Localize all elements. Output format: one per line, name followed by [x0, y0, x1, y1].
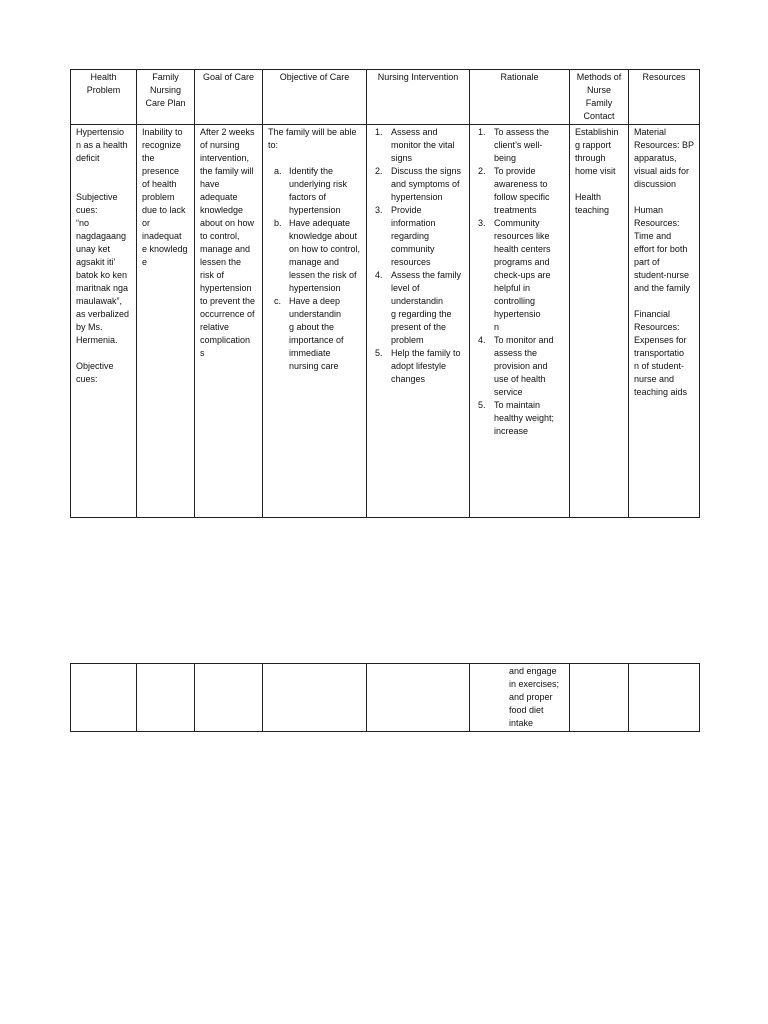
list-item: 4. To monitor and assess the provision and use of health service — [478, 335, 554, 397]
empty-cell — [367, 664, 470, 732]
financial-resources: Financial Resources: Expenses for transportatio n of student-nurse and teaching aids — [634, 309, 688, 397]
intervention-list — [372, 126, 464, 386]
rationale-cell — [470, 125, 570, 518]
rationale-continuation-text: and engage in exercises; and proper food diet intake — [509, 666, 560, 728]
list-item: 3. Provide information regarding community resources — [375, 205, 436, 267]
body-row — [71, 125, 700, 518]
list-item: 2. To provide awareness to follow specific treatments — [478, 166, 550, 215]
list-item: a. Identify the underlying risk factors of hypertension — [274, 166, 348, 215]
list-item: b. Have adequate knowledge about on how to control, manage and lessen the risk of hypertension — [274, 218, 361, 293]
care-plan-table — [70, 69, 700, 518]
methods-health-teaching: Health teaching — [575, 192, 610, 215]
header-row — [71, 70, 700, 125]
empty-cell — [71, 664, 137, 732]
empty-cell — [195, 664, 263, 732]
header-methods: Methods of Nurse Family Contact — [570, 70, 629, 125]
list-item: 1. Assess and monitor the vital signs — [375, 127, 455, 163]
goal-cell: After 2 weeks of nursing intervention, the family will have adequate knowledge about on how to control, manage and lessen the risk of hypertension to prevent the occurrence of relative complication s — [195, 125, 263, 518]
continuation-table — [70, 663, 700, 732]
list-item: 5. To maintain healthy weight; increase — [478, 400, 555, 436]
empty-cell — [570, 664, 629, 732]
empty-cell — [137, 664, 195, 732]
family-plan-cell: Inability to recognize the presence of health problem due to lack or inadequat e knowledg e — [137, 125, 195, 518]
methods-home-visit: Establishin g rapport through home visit — [575, 127, 619, 176]
subjective-cues-label: Subjective cues: — [76, 192, 118, 215]
list-item: 3. Community resources like health centers programs and check-ups are helpful in controlling hypertensio n — [478, 218, 551, 332]
human-resources: Human Resources: Time and effort for both part of student-nurse and the family — [634, 205, 691, 293]
material-resources: Material Resources: BP apparatus, visual aids for discussion — [634, 127, 694, 189]
list-item: 5. Help the family to adopt lifestyle changes — [375, 348, 461, 384]
list-item: c. Have a deep understandin g about the importance of immediate nursing care — [274, 296, 344, 371]
header-objective-of-care: Objective of Care — [263, 70, 367, 125]
empty-cell — [263, 664, 367, 732]
header-goal-of-care: Goal of Care — [195, 70, 263, 125]
objective-list — [268, 165, 361, 373]
health-problem-title: Hypertensio n as a health deficit — [76, 127, 128, 163]
intervention-cell — [367, 125, 470, 518]
header-resources: Resources — [629, 70, 700, 125]
health-problem-cell — [71, 125, 137, 518]
header-nursing-intervention: Nursing Intervention — [367, 70, 470, 125]
continuation-row — [71, 664, 700, 732]
header-health-problem: Health Problem — [71, 70, 137, 125]
header-family-nursing-care-plan: Family Nursing Care Plan — [137, 70, 195, 125]
rationale-continuation-cell — [470, 664, 570, 732]
methods-cell — [570, 125, 629, 518]
list-item: 2. Discuss the signs and symptoms of hypertension — [375, 166, 462, 202]
objective-cues-label: Objective cues: — [76, 361, 114, 384]
rationale-list — [475, 126, 564, 438]
list-item: 4. Assess the family level of understandin g regarding the present of the problem — [375, 270, 462, 345]
objective-cell — [263, 125, 367, 518]
subjective-cues-quote: “no nagdagaang unay ket agsakit iti’ batok ko ken maritnak nga maulawak”, as verbalized by Ms. Hermenia. — [76, 218, 130, 345]
list-item: 1. To assess the client’s well-being — [478, 127, 550, 163]
header-rationale: Rationale — [470, 70, 570, 125]
empty-cell — [629, 664, 700, 732]
objective-intro: The family will be able to: — [268, 127, 357, 150]
resources-cell — [629, 125, 700, 518]
